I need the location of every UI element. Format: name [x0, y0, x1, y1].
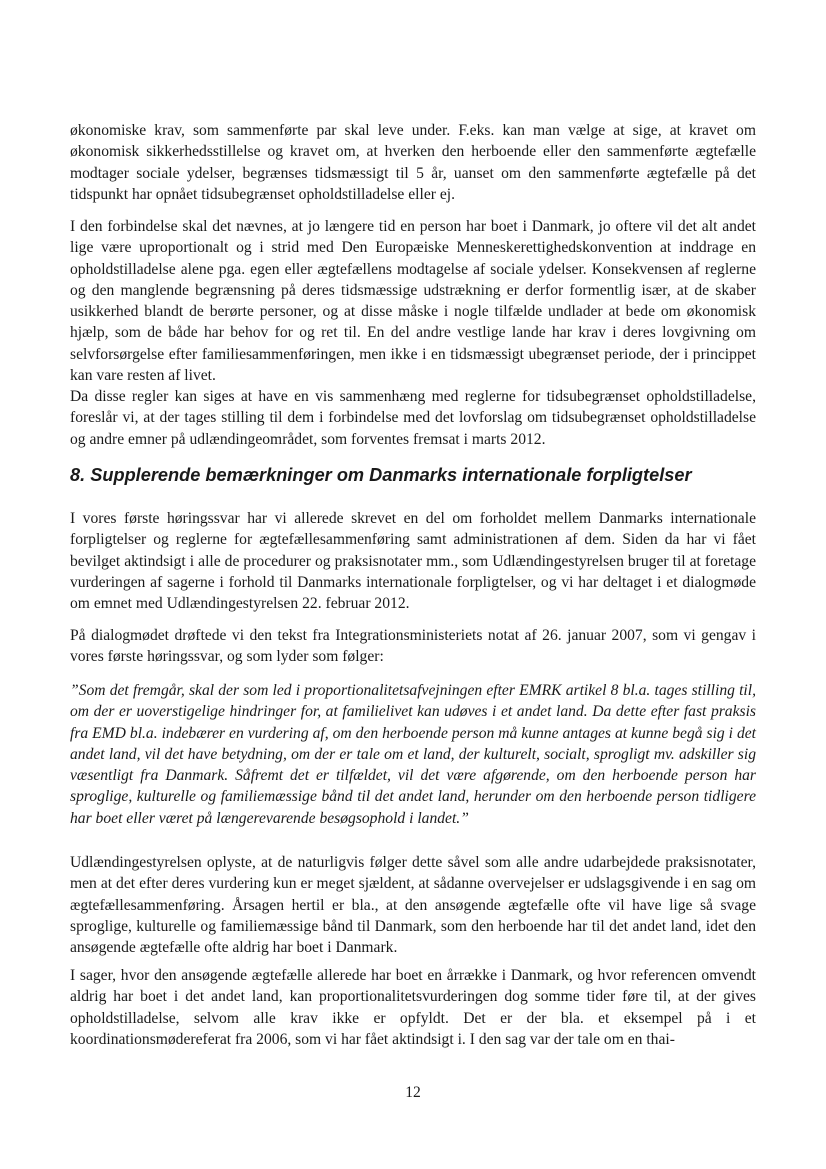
- paragraph-economic-requirements: økonomiske krav, som sammenførte par skal leve under. F.eks. kan man vælge at sige, at kravet om økonomisk sikkerhedsstillelse og kravet om, at hverken den herboende eller den sammenførte ægtefælle modtager sociale ydelser, begrænses tidsmæssigt til 5 år, uanset om den sammenførte ægtefælle på det tidspunkt har opnået tidsubegrænset opholdstilladelse eller ej.: [70, 122, 756, 203]
- paragraph-cases: I sager, hvor den ansøgende ægtefælle allerede har boet en årrække i Danmark, og hvor referencen omvendt aldrig har boet i det andet land, kan proportionalitetsvurderingen dog somme tider føre til, at der gives opholdstilladelse, selvom alle krav ikke er opfyldt. Det er der bla. et eksempel på i et koordinationsmødereferat fra 2006, som vi har fået aktindsigt i. I den sag var der tale om en thai-: [70, 967, 756, 1048]
- paragraph-dialogue-meeting: På dialogmødet drøftede vi den tekst fra Integrationsministeriets notat af 26. januar 2007, som vi gengav i vores første høringssvar, og som lyder som følger:: [70, 627, 756, 666]
- paragraph-first-hearing: I vores første høringssvar har vi allerede skrevet en del om forholdet mellem Danmarks internationale forpligtelser og reglerne for ægtefællesammenføring samt administrationen af dem. Siden da har vi fået bevilget aktindsigt i alle de procedurer og praksisnotater mm., som Udlændingestyrelsen bruger til at foretage vurderingen af sagerne i forhold til Danmarks internationale forpligtelser, og vi har deltaget i et dialogmøde om emnet med Udlændingestyrelsen 22. februar 2012.: [70, 510, 756, 613]
- paragraph-proportionality: I den forbindelse skal det nævnes, at jo længere tid en person har boet i Danmark, jo oftere vil det alt andet lige være uproportionalt og i strid med Den Europæiske Menneskerettighedskonvention at inddrage en opholdstilladelse alene pga. egen eller ægtefællens modtagelse af sociale ydelser. Konsekvensen af reglerne og den manglende begrænsning på deres tidsmæssige udstrækning er derfor formentlig især, at de skaber usikkerhed blandt de berørte personer, og at disse måske i nogle tilfælde undlader at bede om økonomisk hjælp, som de både har behov for og ret til. En del andre vestlige lande har krav i deres lovgivning om selvforsørgelse efter familiesammenføringen, men ikke i en tidsmæssigt ubegrænset periode, der i princippet kan vare resten af livet.: [70, 218, 756, 385]
- section-heading: 8. Supplerende bemærkninger om Danmarks internationale forpligtelser: [70, 465, 692, 485]
- paragraph-agency-statement: Udlændingestyrelsen oplyste, at de naturligvis følger dette såvel som alle andre udarbejdede praksisnotater, men at det efter deres vurdering kun er meget sjældent, at sådanne overvejelser er udslagsgivende i en sag om ægtefællesammenføring. Årsagen hertil er bla., at den ansøgende ægtefælle ofte vil have lige så svage sproglige, kulturelle og familiemæssige bånd til Danmark, som den herboende har til det andet land, idet den ansøgende ægtefælle ofte aldrig har boet i Danmark.: [70, 854, 756, 957]
- quote-block: ”Som det fremgår, skal der som led i proportionalitetsafvejningen efter EMRK artikel 8 bl.a. tages stilling til, om der er uoverstigelige hindringer for, at familielivet kan udøves i et andet land. Da dette efter fast praksis fra EMD bl.a. indebærer en vurdering af, om den herboende person må kunne antages at kunne begå sig i det andet land, vil det have betydning, om der er tale om et land, der kulturelt, socialt, sprogligt mv. adskiller sig væsentligt fra Danmark. Såfremt det er tilfældet, vil det være afgørende, om den herboende person har sproglige, kulturelle og familiemæssige bånd til det andet land, herunder om den herboende person tidligere har boet eller været på længerevarende besøgsophold i landet.”: [70, 682, 756, 827]
- page-number: 12: [405, 1084, 421, 1101]
- document-page: [70, 0, 756, 1169]
- paragraph-proposal: Da disse regler kan siges at have en vis sammenhæng med reglerne for tidsubegrænset opholdstilladelse, foreslår vi, at der tages stilling til dem i forbindelse med det lovforslag om tidsubegrænset opholdstilladelse og andre emner på udlændingeområdet, som forventes fremsat i marts 2012.: [70, 388, 756, 448]
